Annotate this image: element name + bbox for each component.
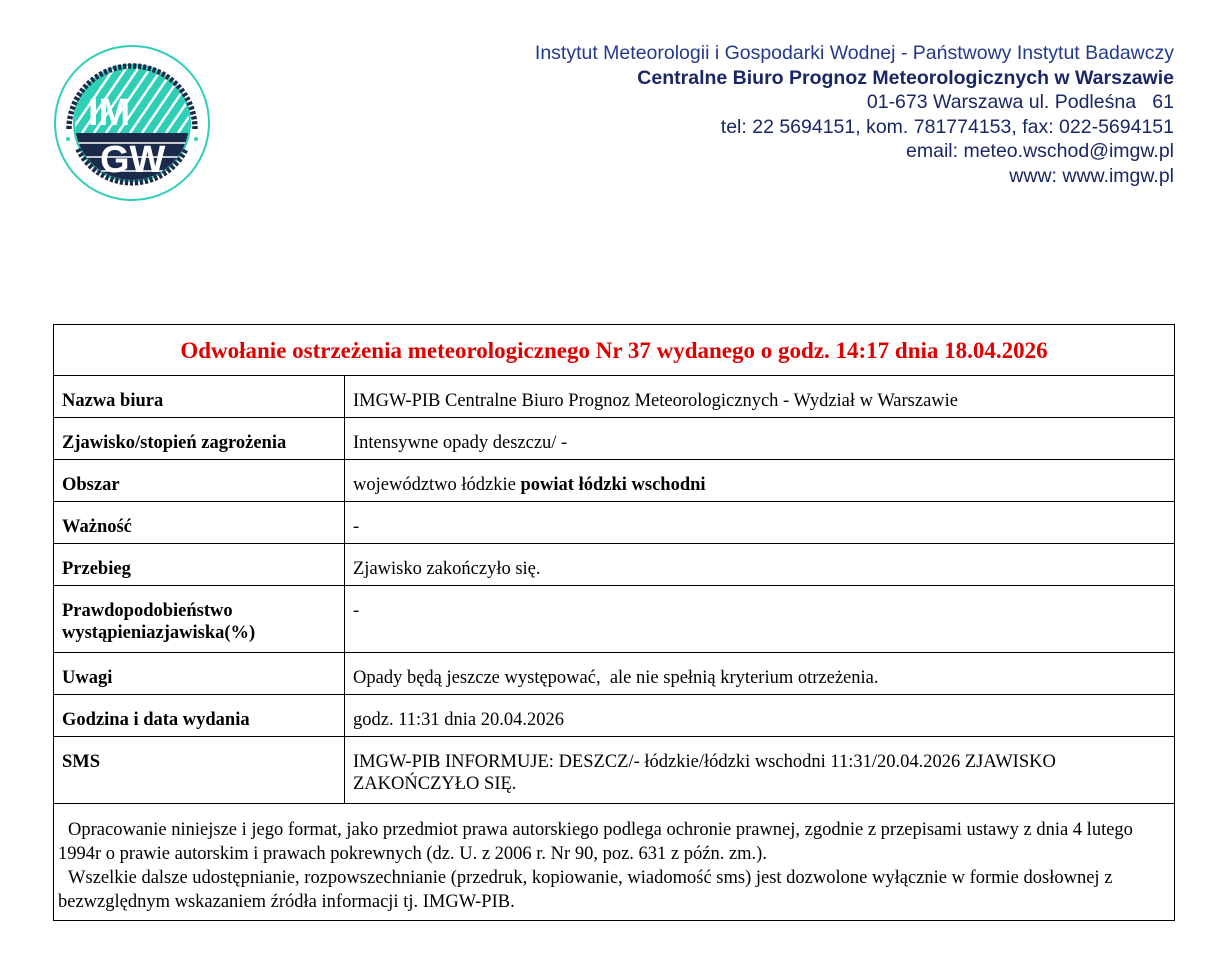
logo-mark-top: IM <box>88 92 131 134</box>
imgw-logo <box>54 45 210 201</box>
label-course: Przebieg <box>54 544 345 586</box>
value-area <box>345 460 1175 502</box>
value-sms: IMGW-PIB INFORMUJE: DESZCZ/- łódzkie/łódzki wschodni 11:31/20.04.2026 ZJAWISKO ZAKOŃCZYŁO SIĘ. <box>345 737 1175 804</box>
value-office: IMGW-PIB Centralne Biuro Prognoz Meteorologicznych - Wydział w Warszawie <box>345 376 1175 418</box>
label-probability: Prawdopodobieństwo wystąpieniazjawiska(%) <box>54 586 345 653</box>
office-name: Centralne Biuro Prognoz Meteorologicznych w Warszawie <box>637 66 1174 89</box>
institution-header <box>535 41 1174 189</box>
area-region: województwo łódzkie <box>353 475 521 495</box>
institute-name: Instytut Meteorologii i Gospodarki Wodnej - Państwowy Instytut Badawczy <box>534 42 1174 64</box>
value-validity: - <box>345 502 1175 544</box>
label-area: Obszar <box>54 460 345 502</box>
phone: tel: 22 5694151, kom. 781774153, fax: 022-5694151 <box>720 115 1174 138</box>
value-issue-time: godz. 11:31 dnia 20.04.2026 <box>345 695 1175 737</box>
value-course: Zjawisko zakończyło się. <box>345 544 1175 586</box>
distribution-paragraph: Wszelkie dalsze udostępnianie, rozpowszechnianie (przedruk, kopiowanie, wiadomość sms) jest dozwolone wyłącznie w formie dosłownej z bezwzględnym wskazaniem źródła informacji tj. IMGW-PIB. <box>58 868 1113 912</box>
warning-table <box>53 324 1175 921</box>
website[interactable]: www: www.imgw.pl <box>1009 164 1174 187</box>
copyright-notice <box>54 804 1175 921</box>
label-validity: Ważność <box>54 502 345 544</box>
value-remarks: Opady będą jeszcze występować, ale nie spełnią kryterium otrzeżenia. <box>345 653 1175 695</box>
copyright-paragraph: Opracowanie niniejsze i jego format, jako przedmiot prawa autorskiego podlega ochronie prawnej, zgodnie z przepisami ustawy z dnia 4 lutego 1994r o prawie autorskim i prawach pokrewnych (dz. U. z 2006 r. Nr 90, poz. 631 z późn. zm.). <box>58 820 1133 864</box>
value-probability: - <box>345 586 1175 653</box>
label-phenomenon: Zjawisko/stopień zagrożenia <box>54 418 345 460</box>
email[interactable]: email: meteo.wschod@imgw.pl <box>906 140 1174 163</box>
address: 01-673 Warszawa ul. Podleśna 61 <box>866 91 1174 114</box>
logo-mark-bottom: GW <box>100 139 166 181</box>
label-office: Nazwa biura <box>54 376 345 418</box>
label-sms: SMS <box>54 737 345 804</box>
area-county: powiat łódzki wschodni <box>520 475 706 495</box>
label-issue-time: Godzina i data wydania <box>54 695 345 737</box>
label-remarks: Uwagi <box>54 653 345 695</box>
value-phenomenon: Intensywne opady deszczu/ - <box>345 418 1175 460</box>
warning-title: Odwołanie ostrzeżenia meteorologicznego Nr 37 wydanego o godz. 14:17 dnia 18.04.2026 <box>54 325 1175 376</box>
